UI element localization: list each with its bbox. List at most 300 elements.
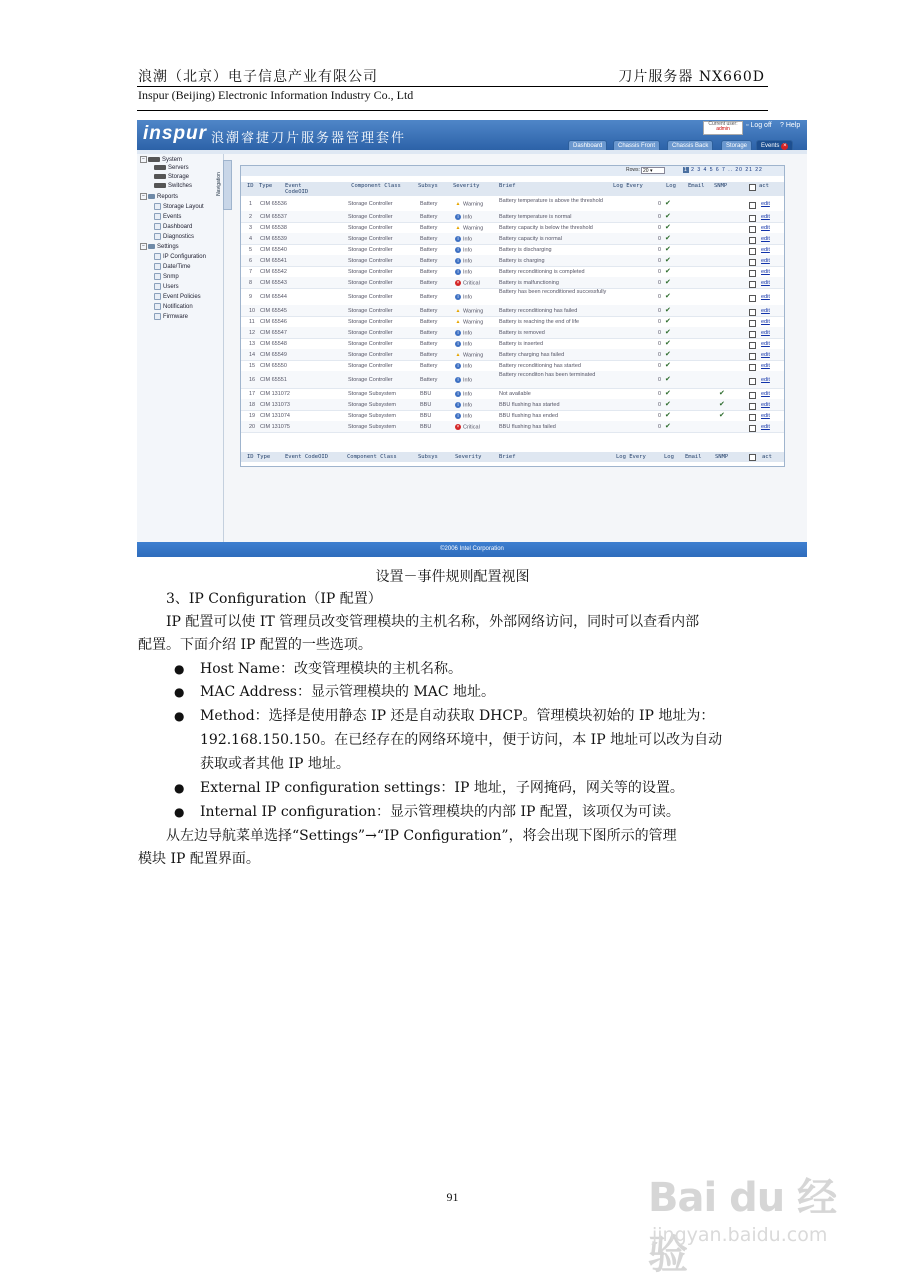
row-id: 19 — [249, 413, 256, 419]
row-type: CIM 65544 — [260, 294, 287, 300]
row-subsys: BBU — [420, 402, 432, 408]
info-icon: i — [455, 363, 461, 369]
row-checkbox[interactable] — [749, 270, 756, 277]
nav-item-label: Reports — [157, 194, 179, 201]
row-severity-label: Warning — [463, 352, 484, 359]
tab-dashboard[interactable]: Dashboard — [568, 140, 607, 152]
row-log-check: ✔ — [665, 235, 671, 242]
row-type: CIM 65548 — [260, 341, 287, 347]
nav-item-switches[interactable] — [154, 183, 192, 189]
row-brief: Battery capacity is below the threshold — [499, 225, 593, 231]
page-number: 91 — [446, 1190, 459, 1204]
app-title: 浪潮睿捷刀片服务器管理套件 — [211, 130, 407, 145]
row-log-check: ✔ — [665, 213, 671, 220]
header-company-cn: 浪潮（北京）电子信息产业有限公司 — [138, 69, 378, 85]
row-subsys: Battery — [420, 214, 438, 220]
nav-item-events[interactable] — [154, 213, 181, 220]
page-icon — [154, 253, 161, 260]
info-icon: i — [455, 391, 461, 397]
col-header-type: Type — [259, 183, 273, 189]
row-checkbox[interactable] — [749, 364, 756, 371]
row-checkbox[interactable] — [749, 237, 756, 244]
row-brief: Battery has been reconditioned successfully — [499, 289, 607, 295]
row-id: 13 — [249, 341, 256, 347]
col-footer-log: Log — [664, 454, 674, 460]
row-severity-label: Warning — [463, 201, 484, 208]
row-severity — [455, 247, 472, 253]
row-brief: Battery charging has failed — [499, 352, 565, 358]
edit-link[interactable]: edit — [761, 424, 770, 430]
tab-events-label: Events — [761, 143, 780, 149]
help-icon: ? — [780, 122, 784, 129]
expand-icon[interactable]: − — [140, 156, 147, 163]
row-id: 2 — [249, 214, 253, 220]
row-component-class: Storage Controller — [348, 294, 393, 300]
edit-link[interactable]: edit — [761, 258, 770, 264]
bullet-external-ip: External IP configuration settings：IP 地址，子网掩码，网关等的设置。 — [200, 780, 684, 796]
page-icon — [154, 223, 161, 230]
nav-item-firmware[interactable] — [154, 313, 188, 320]
nav-item-label: Settings — [157, 244, 179, 251]
row-brief: Battery is malfunctioning — [499, 280, 559, 286]
row-severity-label: Info — [463, 247, 473, 254]
intro-line-2: 配置。下面介绍 IP 配置的一些选项。 — [138, 637, 372, 653]
row-severity-label: Info — [463, 363, 473, 370]
row-type: CIM 65546 — [260, 319, 287, 325]
tab-chassis-front[interactable]: Chassis Front — [613, 140, 660, 152]
row-severity — [455, 377, 472, 383]
event-rules-screenshot — [137, 120, 807, 557]
row-severity — [455, 402, 472, 408]
page-link-7[interactable]: 7 — [722, 167, 726, 173]
critical-icon: × — [456, 424, 460, 430]
col-header-email: Email — [688, 183, 705, 189]
row-brief: Battery temperature is normal — [499, 214, 572, 220]
warning-icon: ▲ — [455, 352, 461, 358]
edit-link[interactable]: edit — [761, 294, 770, 300]
nav-item-servers[interactable] — [154, 165, 189, 171]
table-row — [241, 371, 784, 389]
baidu-watermark — [646, 1150, 866, 1278]
row-severity-label: Critical — [463, 424, 480, 431]
col-header-act: act — [759, 183, 769, 189]
col-footer-act: act — [762, 454, 772, 460]
row-component-class: Storage Controller — [348, 258, 393, 264]
row-log-every: 0 — [658, 363, 662, 369]
edit-link[interactable]: edit — [761, 214, 770, 220]
nav-item-label: Snmp — [163, 274, 179, 281]
page-link-3[interactable]: 3 — [697, 167, 702, 173]
page-link-5[interactable]: 5 — [709, 167, 714, 173]
row-subsys: Battery — [420, 247, 438, 253]
row-id: 8 — [249, 280, 253, 286]
row-checkbox[interactable] — [749, 215, 756, 222]
rows-select[interactable]: 20 ▾ — [641, 167, 665, 174]
nav-item-users[interactable] — [154, 283, 179, 290]
row-type: CIM 65547 — [260, 330, 287, 336]
row-log-every: 0 — [658, 413, 662, 419]
row-log-check: ✔ — [665, 268, 671, 275]
outro-line-1: 从左边导航菜单选择“Settings”→“IP Configuration”，将会出现下图所示的管理 — [166, 828, 677, 844]
col-footer-subsys: Subsys — [418, 454, 438, 460]
row-severity — [455, 308, 483, 314]
row-snmp-check: ✔ — [719, 401, 725, 408]
row-severity-label: Info — [463, 341, 473, 348]
nav-item-label: Diagnostics — [163, 234, 195, 241]
section-title: 3、IP Configuration（IP 配置） — [166, 591, 382, 607]
col-header-severity: Severity — [453, 183, 480, 189]
row-log-every: 0 — [658, 214, 662, 220]
edit-link[interactable]: edit — [761, 201, 770, 207]
row-snmp-check: ✔ — [719, 412, 725, 419]
page-icon — [154, 203, 161, 210]
help-label: Help — [785, 122, 801, 129]
row-log-every: 0 — [658, 341, 662, 347]
row-brief: Battery is inserted — [499, 341, 544, 347]
row-checkbox[interactable] — [749, 202, 756, 209]
row-log-every: 0 — [658, 294, 662, 300]
row-subsys: Battery — [420, 308, 438, 314]
row-component-class: Storage Controller — [348, 280, 393, 286]
nav-item-label: Event Policies — [163, 294, 201, 301]
row-id: 4 — [249, 236, 253, 242]
row-log-every: 0 — [658, 391, 662, 397]
col-header-log: Log — [666, 183, 676, 189]
close-icon[interactable]: × — [783, 143, 787, 149]
row-log-check: ✔ — [665, 200, 671, 207]
warning-icon: ▲ — [455, 201, 461, 207]
nav-item-label: Servers — [168, 165, 189, 172]
expand-icon[interactable]: − — [140, 243, 147, 250]
navigation-collapse-tab[interactable] — [215, 160, 232, 210]
row-log-check: ✔ — [665, 351, 671, 358]
nav-item-label: Notification — [163, 304, 193, 311]
intro-line-1: IP 配置可以使 IT 管理员改变管理模块的主机名称，外部网络访问，同时可以查看内部 — [166, 614, 700, 630]
row-checkbox[interactable] — [749, 281, 756, 288]
nav-item-notification[interactable] — [154, 303, 193, 310]
row-severity — [455, 363, 472, 369]
col-footer-id: ID — [247, 454, 254, 460]
nav-item-dashboard[interactable] — [154, 223, 192, 230]
row-component-class: Storage Controller — [348, 341, 393, 347]
row-subsys: Battery — [420, 341, 438, 347]
edit-link[interactable]: edit — [761, 391, 770, 397]
row-component-class: Storage Controller — [348, 330, 393, 336]
row-brief: Battery reconditioning has started — [499, 363, 581, 369]
row-brief: Battery capacity is normal — [499, 236, 562, 242]
row-log-check: ✔ — [665, 257, 671, 264]
nav-item-system[interactable] — [140, 156, 182, 163]
row-checkbox[interactable] — [749, 378, 756, 385]
row-brief: BBU flushing has started — [499, 402, 560, 408]
info-icon: i — [455, 402, 461, 408]
row-component-class: Storage Controller — [348, 247, 393, 253]
row-checkbox[interactable] — [749, 342, 756, 349]
current-user-name: admin — [716, 126, 730, 132]
row-id: 9 — [249, 294, 253, 300]
info-icon: i — [455, 236, 461, 242]
edit-link[interactable]: edit — [761, 308, 770, 314]
select-all-checkbox[interactable] — [749, 454, 756, 461]
nav-item-date-time[interactable] — [154, 263, 190, 270]
page-link-22[interactable]: 22 — [755, 167, 763, 173]
page-icon — [154, 313, 161, 320]
nav-item-label: System — [162, 157, 183, 164]
edit-link[interactable]: edit — [761, 247, 770, 253]
tab-storage[interactable]: Storage — [721, 140, 752, 152]
navigation-label: Navigation — [215, 172, 222, 196]
nav-item-ip-configuration[interactable] — [154, 253, 206, 260]
nav-item-label: Storage Layout — [163, 204, 204, 211]
edit-link[interactable]: edit — [761, 377, 770, 383]
nav-item-label: Switches — [168, 183, 193, 190]
nav-item-storage-layout[interactable] — [154, 203, 204, 210]
edit-link[interactable]: edit — [761, 341, 770, 347]
page-icon — [154, 263, 161, 270]
nav-item-diagnostics[interactable] — [154, 233, 194, 240]
row-severity-label: Info — [463, 269, 473, 276]
row-severity — [455, 413, 472, 419]
row-checkbox[interactable] — [749, 403, 756, 410]
row-id: 20 — [249, 424, 256, 430]
row-subsys: Battery — [420, 319, 438, 325]
row-severity-label: Info — [463, 402, 473, 409]
edit-link[interactable]: edit — [761, 236, 770, 242]
row-log-every: 0 — [658, 236, 662, 242]
app-sub-bar — [137, 150, 807, 154]
row-severity — [455, 214, 472, 220]
row-log-every: 0 — [658, 319, 662, 325]
row-severity-label: Warning — [463, 308, 484, 315]
col-header-component-class: Component Class — [351, 183, 401, 189]
row-type: CIM 65540 — [260, 247, 287, 253]
figure-caption: 设置－事件规则配置视图 — [375, 569, 530, 585]
row-brief: Battery is discharging — [499, 247, 552, 253]
row-log-every: 0 — [658, 280, 662, 286]
row-log-every: 0 — [658, 330, 662, 336]
edit-link[interactable]: edit — [761, 402, 770, 408]
watermark-main: Bai du 经验 — [648, 1175, 837, 1278]
info-icon: i — [455, 269, 461, 275]
row-severity — [455, 236, 472, 242]
expand-icon[interactable]: − — [140, 193, 147, 200]
nav-item-label: Users — [163, 284, 179, 291]
row-brief: Battery is reaching the end of life — [499, 319, 580, 325]
bullet-dot: ● — [174, 805, 185, 819]
row-brief: Battery is removed — [499, 330, 545, 336]
server-icon — [154, 165, 166, 170]
row-severity-label: Critical — [463, 280, 480, 287]
row-severity — [455, 341, 472, 347]
row-subsys: Battery — [420, 352, 438, 358]
row-log-check: ✔ — [665, 307, 671, 314]
row-severity-label: Warning — [463, 319, 484, 326]
edit-link[interactable]: edit — [761, 363, 770, 369]
row-component-class: Storage Controller — [348, 225, 393, 231]
row-checkbox[interactable] — [749, 392, 756, 399]
row-type: CIM 65551 — [260, 377, 287, 383]
row-checkbox[interactable] — [749, 226, 756, 233]
copyright: ©2006 Intel Corporation — [440, 546, 504, 552]
nav-item-label: Date/Time — [163, 264, 191, 271]
row-brief: Battery reconditon has been terminated — [499, 372, 596, 378]
bullet-host-name: Host Name：改变管理模块的主机名称。 — [200, 661, 463, 677]
col-footer-component-class: Component Class — [347, 454, 397, 460]
row-component-class: Storage Controller — [348, 352, 393, 358]
row-severity-label: Info — [463, 377, 473, 384]
row-type: CIM 65550 — [260, 363, 287, 369]
edit-link[interactable]: edit — [761, 225, 770, 231]
row-id: 1 — [249, 201, 253, 207]
row-component-class: Storage Controller — [348, 214, 393, 220]
row-subsys: Battery — [420, 269, 438, 275]
row-type: CIM 65536 — [260, 201, 287, 207]
col-header-snmp: SNMP — [714, 183, 728, 189]
row-checkbox[interactable] — [749, 259, 756, 266]
rows-label: Rows: — [626, 167, 640, 173]
row-id: 18 — [249, 402, 256, 408]
row-id: 14 — [249, 352, 256, 358]
row-component-class: Storage Controller — [348, 269, 393, 275]
edit-link[interactable]: edit — [761, 352, 770, 358]
row-log-check: ✔ — [665, 412, 671, 419]
row-subsys: Battery — [420, 294, 438, 300]
page-link-1[interactable]: 1 — [684, 167, 688, 173]
row-severity — [455, 280, 480, 286]
critical-icon: × — [456, 280, 460, 286]
app-footer — [137, 542, 807, 557]
row-type: CIM 65541 — [260, 258, 287, 264]
edit-link[interactable]: edit — [761, 330, 770, 336]
row-severity-label: Info — [463, 236, 473, 243]
page-link-6[interactable]: 6 — [715, 167, 720, 173]
row-log-check: ✔ — [665, 293, 671, 300]
row-id: 7 — [249, 269, 253, 275]
page-icon — [154, 283, 161, 290]
row-id: 15 — [249, 363, 256, 369]
row-checkbox[interactable] — [749, 248, 756, 255]
row-severity-label: Info — [463, 413, 473, 420]
folder-icon — [148, 157, 160, 162]
row-id: 17 — [249, 391, 256, 397]
row-severity — [455, 294, 472, 300]
col-header-event-codeoid: Event CodeOID — [285, 183, 309, 195]
table-row — [241, 197, 784, 212]
row-subsys: Battery — [420, 377, 438, 383]
row-component-class: Storage Subsystem — [348, 391, 396, 397]
col-footer-email: Email — [685, 454, 702, 460]
page-link-4[interactable]: 4 — [703, 167, 708, 173]
page-icon — [154, 303, 161, 310]
row-log-every: 0 — [658, 308, 662, 314]
row-log-every: 0 — [658, 247, 662, 253]
row-brief: BBU flushing has failed — [499, 424, 556, 430]
tab-chassis-back[interactable]: Chassis Back — [667, 140, 713, 152]
nav-item-event-policies[interactable] — [154, 293, 201, 300]
nav-item-storage[interactable] — [154, 174, 189, 180]
edit-link[interactable]: edit — [761, 413, 770, 419]
row-type: CIM 65537 — [260, 214, 287, 220]
row-log-every: 0 — [658, 201, 662, 207]
col-header-log-every: Log Every — [613, 183, 643, 189]
row-checkbox[interactable] — [749, 295, 756, 302]
row-component-class: Storage Controller — [348, 377, 393, 383]
row-snmp-check: ✔ — [719, 390, 725, 397]
table-row — [241, 421, 784, 433]
col-footer-event-codeoid: Event CodeOID — [285, 454, 329, 460]
row-component-class: Storage Controller — [348, 236, 393, 242]
row-id: 5 — [249, 247, 253, 253]
row-checkbox[interactable] — [749, 353, 756, 360]
navigation-tree — [137, 154, 224, 542]
nav-item-reports[interactable] — [140, 193, 178, 200]
edit-link[interactable]: edit — [761, 280, 770, 286]
nav-item-settings[interactable] — [140, 243, 179, 250]
current-user-label: Current user: — [708, 121, 738, 127]
row-severity-label: Info — [463, 258, 473, 265]
row-type: CIM 65543 — [260, 280, 287, 286]
row-subsys: Battery — [420, 236, 438, 242]
row-subsys: BBU — [420, 391, 432, 397]
row-log-check: ✔ — [665, 423, 671, 430]
row-checkbox[interactable] — [749, 309, 756, 316]
row-brief: Battery reconditioning has failed — [499, 308, 578, 314]
page-icon — [154, 233, 161, 240]
row-log-every: 0 — [658, 352, 662, 358]
row-id: 12 — [249, 330, 256, 336]
page-icon — [154, 213, 161, 220]
edit-link[interactable]: edit — [761, 269, 770, 275]
row-subsys: Battery — [420, 258, 438, 264]
nav-item-snmp[interactable] — [154, 273, 179, 280]
bullet-method-line-1: Method：选择是使用静态 IP 还是自动获取 DHCP。管理模块初始的 IP 地址为： — [200, 708, 715, 724]
row-checkbox[interactable] — [749, 414, 756, 421]
outro-line-2: 模块 IP 配置界面。 — [138, 851, 260, 867]
row-checkbox[interactable] — [749, 331, 756, 338]
event-rules-panel — [240, 165, 785, 467]
row-log-check: ✔ — [665, 390, 671, 397]
row-checkbox[interactable] — [749, 320, 756, 327]
help-link[interactable] — [780, 122, 800, 129]
page-link-21[interactable]: 21 — [745, 167, 753, 173]
row-severity — [455, 352, 483, 358]
info-icon: i — [455, 341, 461, 347]
row-type: CIM 131074 — [260, 413, 290, 419]
row-id: 6 — [249, 258, 253, 264]
row-log-check: ✔ — [665, 376, 671, 383]
select-all-checkbox[interactable] — [749, 184, 756, 191]
row-subsys: Battery — [420, 330, 438, 336]
page-links — [683, 167, 763, 173]
row-type: CIM 65538 — [260, 225, 287, 231]
info-icon: i — [455, 377, 461, 383]
page-link-20[interactable]: 20 — [735, 167, 743, 173]
server-icon — [154, 174, 166, 179]
row-component-class: Storage Controller — [348, 201, 393, 207]
edit-link[interactable]: edit — [761, 319, 770, 325]
info-icon: i — [455, 247, 461, 253]
row-id: 16 — [249, 377, 256, 383]
row-type: CIM 131072 — [260, 391, 290, 397]
row-checkbox[interactable] — [749, 425, 756, 432]
bullet-mac-address: MAC Address：显示管理模块的 MAC 地址。 — [200, 684, 496, 700]
row-log-check: ✔ — [665, 329, 671, 336]
row-component-class: Storage Subsystem — [348, 424, 396, 430]
logoff-link[interactable] — [746, 122, 772, 129]
page-link-2[interactable]: 2 — [691, 167, 695, 173]
row-severity-label: Info — [463, 391, 473, 398]
row-log-every: 0 — [658, 377, 662, 383]
